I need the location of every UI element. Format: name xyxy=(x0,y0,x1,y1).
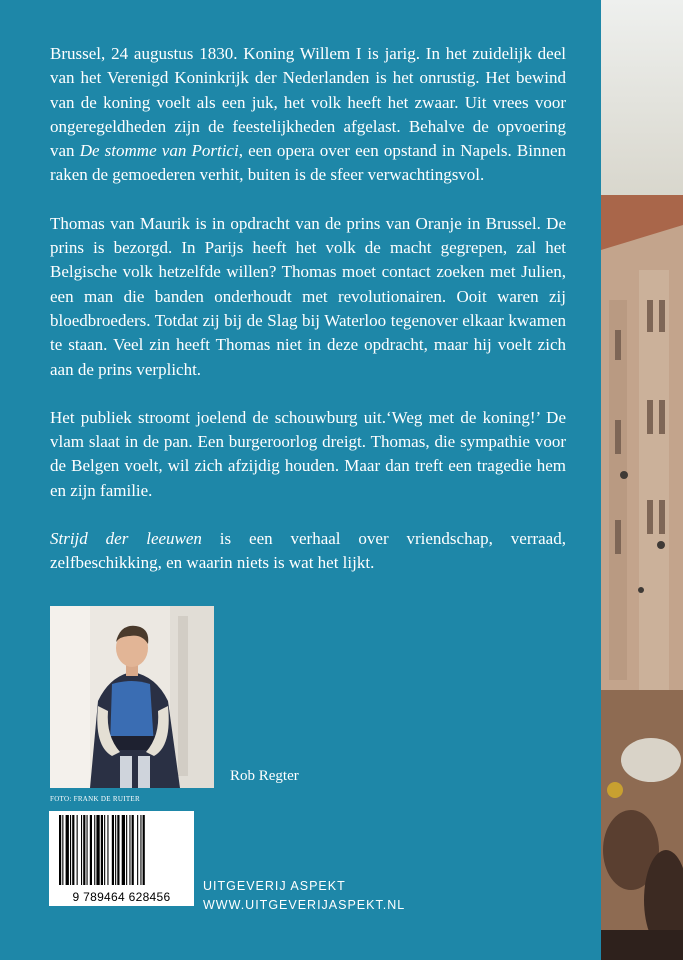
author-name: Rob Regter xyxy=(230,768,299,784)
isbn-barcode xyxy=(49,811,194,906)
photo-credit: FOTO: FRANK DE RUITER xyxy=(50,795,140,803)
publisher-info xyxy=(203,877,405,915)
painting-illustration xyxy=(601,0,683,960)
blurb-text xyxy=(50,42,566,600)
barcode-bars xyxy=(49,811,194,889)
publisher-name: UITGEVERIJ ASPEKT xyxy=(203,879,346,893)
blurb-paragraph-4: Strijd der leeuwen is een verhaal over vriendschap, verraad, zelfbeschikking, en waarin niets is wat het lijkt. xyxy=(50,529,566,573)
blurb-paragraph-1: Brussel, 24 augustus 1830. Koning Willem I is jarig. In het zuidelijk deel van het Verenigd Koninkrijk der Nederlanden is het onrustig. Het bewind van de koning voelt als een juk, het volk heeft het zwaar. Uit vrees voor ongeregeldheden zijn de feestelijkheden afgelast. Behalve de opvoering van De stomme van Portici, een opera over een opstand in Napels. Binnen raken de gemoederen verhit, buiten is de sfeer verwachtingsvol. xyxy=(50,44,567,185)
opera-title: De stomme van Portici xyxy=(79,141,239,161)
publisher-website: WWW.UITGEVERIJASPEKT.NL xyxy=(203,898,406,912)
blurb-paragraph-3: Het publiek stroomt joelend de schouwburg uit.‘Weg met de koning!’ De vlam slaat in de pan. Een burgeroorlog dreigt. Thomas, die sympathie voor de Belgen voelt, wil zich afzijdig houden. Maar dan treft een tragedie hem en zijn familie. xyxy=(50,407,566,500)
cover-painting-strip xyxy=(601,0,683,960)
author-portrait-image xyxy=(50,606,214,788)
author-photo xyxy=(50,606,214,788)
blurb-paragraph-2: Thomas van Maurik is in opdracht van de prins van Oranje in Brussel. De prins is bezorgd. In Parijs heeft het volk de macht gegrepen, zal het Belgische volk hetzelfde willen? Thomas moet contact zoeken met Julien, een man die banden onderhoudt met revolutionairen. Ooit waren zij bloedbroeders. Totdat zij bij de Slag bij Waterloo tegenover elkaar kwamen te staan. Veel zin heeft Thomas niet in deze opdracht, maar hij voelt zich aan de prins verplicht. xyxy=(50,213,566,379)
isbn-number: 9 789464 628456 xyxy=(72,890,171,904)
book-title: Strijd der leeuwen xyxy=(50,529,202,549)
